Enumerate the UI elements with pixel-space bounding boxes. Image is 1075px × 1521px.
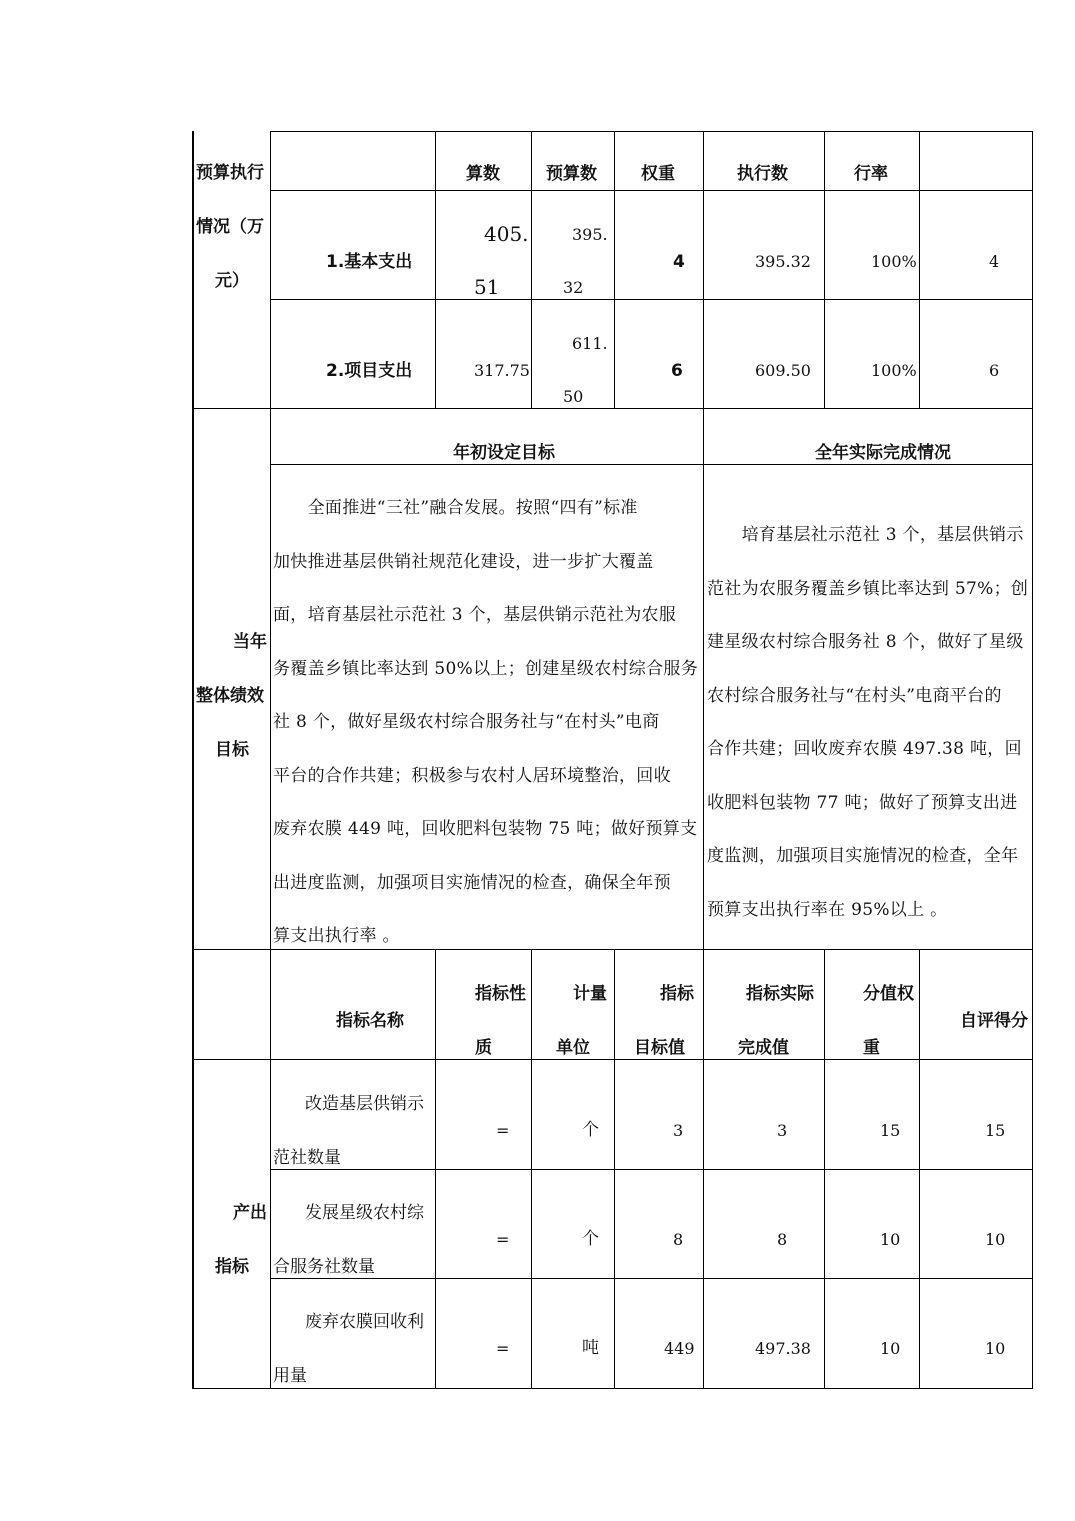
header-unit: 单位 <box>556 1038 590 1058</box>
indicator-name-line: 废弃农膜回收利 <box>305 1312 424 1332</box>
row-rate: 100% <box>871 252 917 271</box>
indicator-name-line: 范社数量 <box>273 1148 341 1168</box>
header-nature: 质 <box>475 1038 492 1058</box>
row-suanshu: 317.75 <box>474 361 530 380</box>
row-suanshu-part: 51 <box>474 275 500 299</box>
header-rate: 行率 <box>854 164 888 184</box>
budget-label-line: 情况（万 <box>196 217 264 237</box>
row-weight: 4 <box>673 252 685 272</box>
indicator-weight: 10 <box>880 1339 901 1358</box>
header-target: 目标值 <box>634 1038 685 1058</box>
indicator-name-line: 发展星级农村综 <box>305 1203 424 1223</box>
indicator-weight: 15 <box>880 1121 901 1140</box>
indicator-name-line: 用量 <box>273 1366 307 1386</box>
indicator-nature: = <box>496 1121 510 1140</box>
actual-header: 全年实际完成情况 <box>815 443 951 463</box>
paragraph-line: 平台的合作共建；积极参与农村人居环境整治，回收 <box>273 765 671 786</box>
indicator-score: 15 <box>985 1121 1006 1140</box>
budget-label-line: 元） <box>215 271 249 291</box>
overall-label-line: 整体绩效 <box>196 686 264 706</box>
row-suanshu-part: 405. <box>484 222 529 246</box>
paragraph-line: 出进度监测，加强项目实施情况的检查，确保全年预 <box>273 872 671 893</box>
header-weight: 权重 <box>641 164 675 184</box>
row-budget-part: 50 <box>563 387 584 406</box>
row-budget-part: 395. <box>572 225 608 244</box>
header-weight: 分值权 <box>863 984 914 1004</box>
actual-paragraph <box>707 509 1028 937</box>
indicator-unit: 个 <box>582 1229 599 1249</box>
header-nature: 指标性 <box>475 984 526 1004</box>
header-weight: 重 <box>863 1038 880 1058</box>
target-paragraph <box>273 482 698 964</box>
row-budget-part: 611. <box>572 334 608 353</box>
indicator-actual: 3 <box>777 1121 788 1140</box>
indicator-nature: = <box>496 1339 510 1358</box>
paragraph-line: 范社为农服务覆盖乡镇比率达到 57%；创 <box>707 578 1029 599</box>
paragraph-line: 预算支出执行率在 95%以上 。 <box>707 899 948 920</box>
overall-label-line: 当年 <box>233 632 267 652</box>
indicator-target: 3 <box>673 1121 684 1140</box>
header-actual: 完成值 <box>738 1038 789 1058</box>
indicator-nature: = <box>496 1230 510 1249</box>
indicator-unit: 个 <box>582 1120 599 1140</box>
overall-label-line: 目标 <box>215 740 249 760</box>
row-name: 2.项目支出 <box>326 361 413 381</box>
paragraph-line: 培育基层社示范社 3 个，基层供销示 <box>707 525 1024 545</box>
paragraph-line: 废弃农膜 449 吨，回收肥料包装物 75 吨；做好预算支 <box>273 819 698 839</box>
paragraph-line: 面，培育基层社示范社 3 个，基层供销示范社为农服 <box>273 605 677 625</box>
paragraph-line: 农村综合服务社与“在村头”电商平台的 <box>707 685 1002 706</box>
indicator-name-line: 合服务社数量 <box>273 1257 375 1277</box>
paragraph-line: 度监测，加强项目实施情况的检查，全年 <box>707 846 1019 866</box>
indicator-actual: 8 <box>777 1230 788 1249</box>
indicator-weight: 10 <box>880 1230 901 1249</box>
paragraph-line: 加快推进基层供销社规范化建设，进一步扩大覆盖 <box>273 551 654 572</box>
row-weight: 6 <box>671 361 683 381</box>
header-actual: 指标实际 <box>746 984 814 1004</box>
row-score: 4 <box>989 252 1000 271</box>
header-suanshu: 算数 <box>466 164 500 184</box>
paragraph-line: 建星级农村综合服务社 8 个，做好了星级 <box>707 632 1024 652</box>
indicator-actual: 497.38 <box>755 1339 811 1358</box>
header-score: 自评得分 <box>960 1011 1028 1031</box>
group-label-line: 指标 <box>215 1257 249 1277</box>
target-header: 年初设定目标 <box>453 443 555 463</box>
paragraph-line: 收肥料包装物 77 吨；做好了预算支出进 <box>707 792 1018 813</box>
indicator-score: 10 <box>985 1230 1006 1249</box>
indicator-name-line: 改造基层供销示 <box>305 1094 424 1114</box>
row-score: 6 <box>989 361 1000 380</box>
indicator-score: 10 <box>985 1339 1006 1358</box>
row-executed: 395.32 <box>755 252 811 271</box>
paragraph-line: 全面推进“三社”融合发展。按照“四有”标准 <box>273 498 638 518</box>
header-target: 指标 <box>660 984 694 1004</box>
paragraph-line: 合作共建；回收废弃农膜 497.38 吨，回 <box>707 739 1022 759</box>
indicator-target: 8 <box>673 1230 684 1249</box>
paragraph-line: 算支出执行率 。 <box>273 926 400 946</box>
header-unit: 计量 <box>573 984 607 1004</box>
header-name: 指标名称 <box>336 1011 404 1031</box>
indicator-unit: 吨 <box>582 1338 599 1358</box>
paragraph-line: 社 8 个，做好星级农村综合服务社与“在村头”电商 <box>273 712 660 732</box>
row-budget-part: 32 <box>563 278 584 297</box>
budget-label-line: 预算执行 <box>196 163 264 183</box>
group-label-line: 产出 <box>233 1203 267 1223</box>
header-budget: 预算数 <box>546 164 597 184</box>
row-name: 1.基本支出 <box>326 252 413 272</box>
header-executed: 执行数 <box>737 164 788 184</box>
paragraph-line: 务覆盖乡镇比率达到 50%以上；创建星级农村综合服务 <box>273 658 698 679</box>
row-executed: 609.50 <box>755 361 811 380</box>
row-rate: 100% <box>871 361 917 380</box>
indicator-target: 449 <box>664 1339 695 1358</box>
